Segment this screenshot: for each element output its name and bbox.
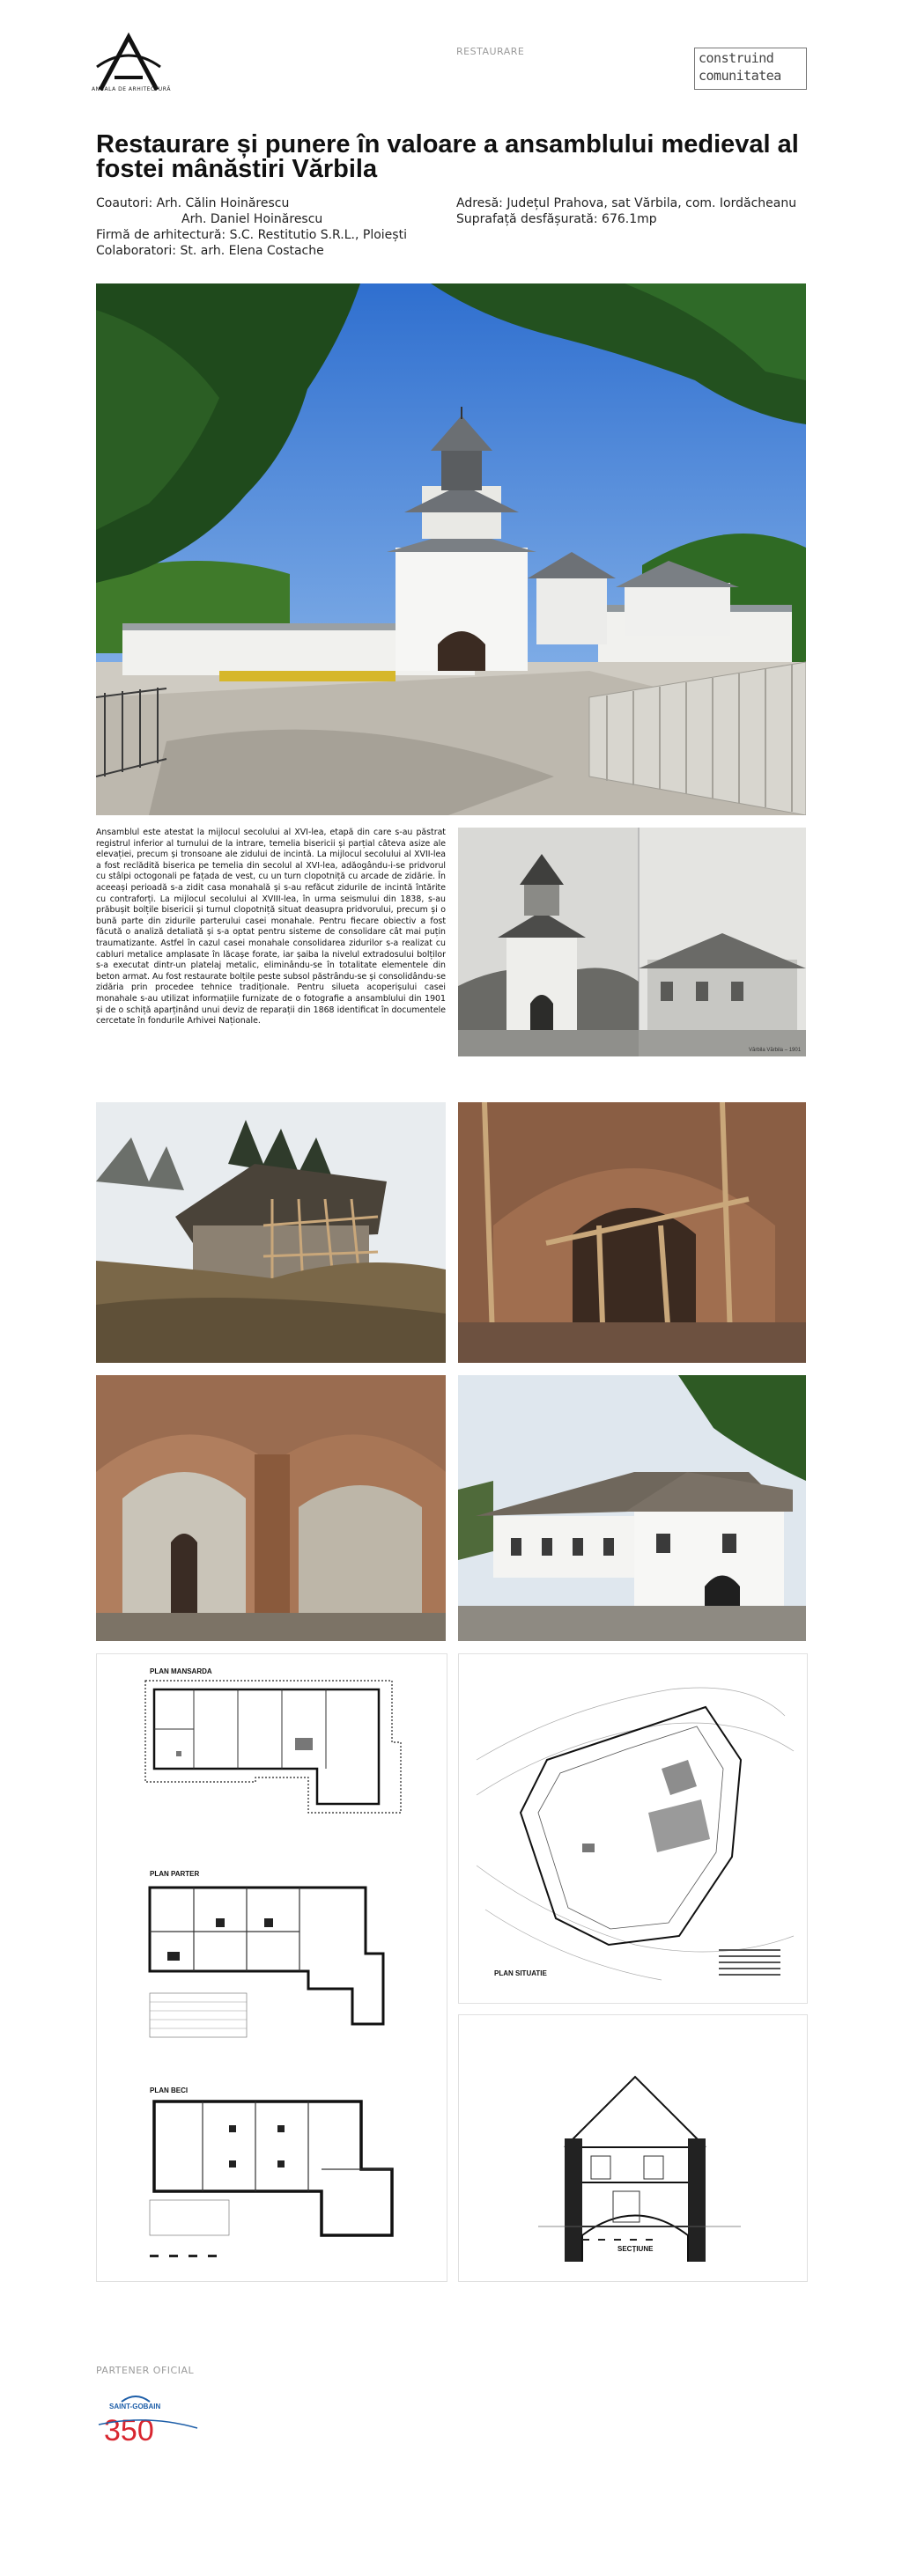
photo-interior-scaffolding [458,1102,806,1363]
section-drawing-sheet [458,2014,808,2282]
section-label[interactable]: RESTAURARE [456,46,525,57]
site-plan-drawing [459,1654,807,2003]
hero-photo-monastery [96,283,806,815]
sponsor-name: SAINT-GOBAIN [109,2403,161,2410]
photo-restored-vaults [96,1375,446,1641]
area: Suprafață desfășurată: 676.1mp [456,212,657,226]
before-illustration [96,1102,446,1363]
logo-line-2: comunitatea [699,68,781,84]
plan-mansarda-label: PLAN MANSARDA [150,1667,212,1675]
project-title: Restaurare și punere în valoare a ansamblului medieval al fostei mânăstiri Vărbila [96,130,799,183]
saint-gobain-logo[interactable] [95,2389,201,2451]
coauthor-2: Arh. Daniel Hoinărescu [181,212,323,226]
historic-photo-1901 [458,828,806,1056]
historic-illustration [458,828,806,1056]
logo-caption: ANUALA DE ARHITECTURĂ [92,86,171,92]
hero-illustration [96,283,806,815]
credits-block [96,195,448,259]
anuala-logo-icon[interactable] [95,32,162,93]
partner-label: PARTENER OFICIAL [96,2365,195,2376]
address: Adresă: Județul Prahova, sat Vărbila, com. Iordăcheanu [456,196,797,210]
firm: Firmă de arhitectură: S.C. Restitutio S.R.L., Ploiești [96,228,407,242]
logo-line-1: construind [699,50,774,66]
construind-comunitatea-logo[interactable] [694,48,807,90]
floor-plans-drawing [97,1654,447,2281]
section-drawing [459,2015,807,2281]
floor-plans-sheet [96,1653,447,2282]
collaborators: Colaboratori: St. arh. Elena Costache [96,244,324,258]
house-illustration [458,1375,806,1641]
historic-caption: Vărbila Vărbila – 1901 [749,1048,802,1053]
sectiune-label: SECȚIUNE [617,2245,654,2253]
plan-situatie-label: PLAN SITUATIE [494,1969,547,1977]
vaults-illustration [96,1375,446,1641]
scaffolding-illustration [458,1102,806,1363]
plan-parter-label: PLAN PARTER [150,1870,200,1878]
plan-beci-label: PLAN BECI [150,2087,189,2094]
photo-restored-house [458,1375,806,1641]
site-plan-sheet [458,1653,808,2004]
coauthors: Coautori: Arh. Călin Hoinărescu [96,196,290,210]
sponsor-number: 350 [104,2414,154,2447]
location-block [456,195,809,227]
project-description: Ansamblul este atestat la mijlocul secolului al XVI-lea, etapă din care s-au păstrat registrul inferior al turnului de la intrare, temelia bisericii și parțial câteva asize ale elevației, precum și tronsoane ale zidului de incintă. La mijlocul secolului al XVII-lea a fost reclădită biserica pe temelia din secolul al XVI-lea, adăogându-i-se pridvorul cu stâlpi octogonali pe fațada de vest, cu un turn clopotniță cu arcade de zidărie. În aceeași perioadă s-a zidit casa monahală și s-au refăcut zidurile de incintă întărite cu contraforți. La mijlocul secolului al XVIII-lea, în urma seismului din 1838, s-au prăbușit bolțile bisericii și turnul clopotniță situat deasupra pridvorului, precum și o bună parte din zidurile parterului casei monahale. Pentru fiecare obiectiv a fost făcută o analiză detaliată și s-a optat pentru sisteme de consolidare cât mai puțin traumatizante. Astfel în cazul casei monahale consolidarea zidurilor s-a realizat cu cabluri metalice amplasate în lăcașe forate, iar șaiba la nivelul extradosului bolților s-a executat dintr-un platelaj metalic, eliminându-se în totalitate elementele din beton armat. Au fost restaurate bolțile peste subsol păstrându-se și consolidându-se zidăria prin procedee tehnice tradiționale. Pentru silueta acoperișului casei monahale s-au utilizat informațiile furnizate de o fotografie a ansamblului din 1901 și de o schiță aparținând unui deviz de reparații din 1868 identificat în documentele cercetate în fondurile Arhivei Naționale. [96,828,446,1027]
photo-before-restoration [96,1102,446,1363]
